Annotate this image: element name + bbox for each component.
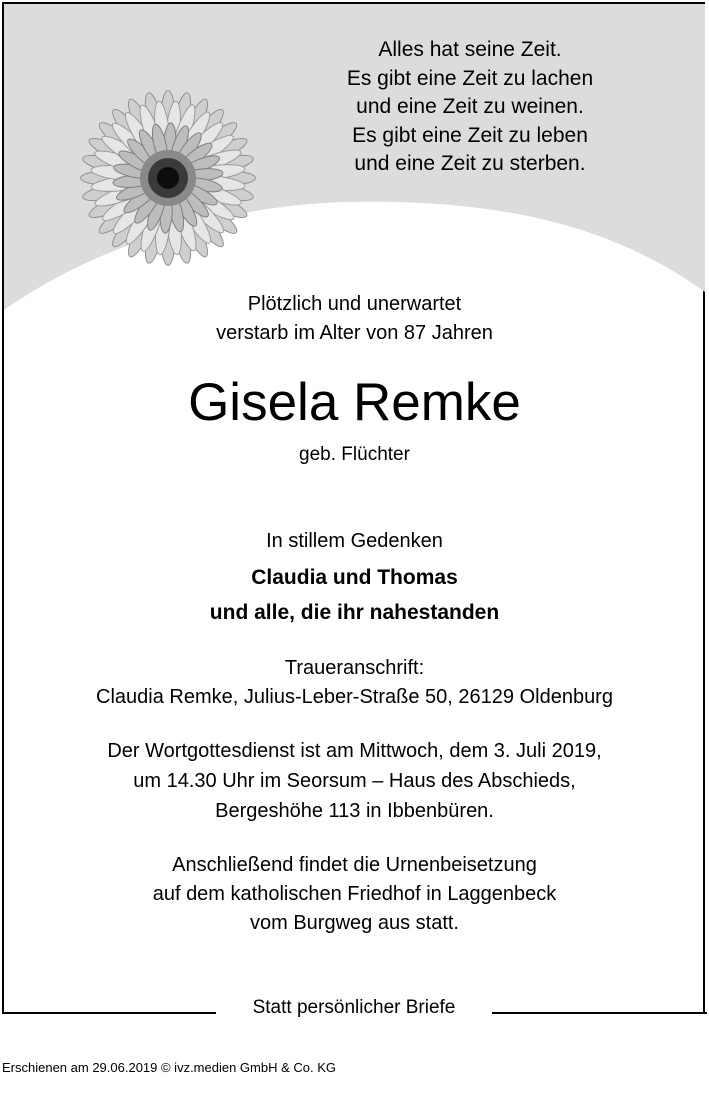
frame-bottom-right: [492, 1012, 707, 1014]
frame-bottom-left: [2, 1012, 216, 1014]
poem-line: und eine Zeit zu sterben.: [354, 152, 586, 175]
gerbera-flower-icon: [58, 78, 278, 278]
service-line: um 14.30 Uhr im Seorsum – Haus des Abschieds,: [133, 770, 576, 792]
burial-line: vom Burgweg aus statt.: [250, 912, 459, 934]
service-line: Der Wortgottesdienst ist am Mittwoch, dem 3. Juli 2019,: [107, 740, 602, 762]
burial-line: auf dem katholischen Friedhof in Laggenbeck: [152, 883, 557, 905]
burial-info: [4, 851, 705, 938]
deceased-name: Gisela Remke: [188, 373, 521, 432]
service-info: [4, 736, 705, 826]
intro-text: [4, 290, 705, 348]
poem-line: Es gibt eine Zeit zu lachen: [346, 66, 594, 90]
poem-line: und eine Zeit zu weinen.: [356, 95, 584, 118]
mourners-names: [4, 560, 705, 630]
maiden-name: geb. Flüchter: [299, 444, 410, 465]
poem: [320, 36, 620, 179]
poem-line: Alles hat seine Zeit.: [378, 38, 562, 61]
intro-line: verstarb im Alter von 87 Jahren: [216, 322, 493, 344]
intro-line: Plötzlich und unerwartet: [247, 293, 462, 315]
address-label: Traueranschrift:: [284, 657, 425, 679]
mourners-line: und alle, die ihr nahestanden: [209, 601, 500, 624]
address-value: Claudia Remke, Julius-Leber-Straße 50, 26129 Oldenburg: [96, 686, 613, 708]
burial-line: Anschließend findet die Urnenbeisetzung: [172, 854, 537, 876]
mourning-address: [4, 654, 705, 712]
memoriam-text: In stillem Gedenken: [266, 530, 443, 552]
mourners-line: Claudia und Thomas: [251, 566, 458, 589]
poem-line: Es gibt eine Zeit zu leben: [352, 123, 588, 147]
footer-label: Statt persönlicher Briefe: [216, 994, 492, 1022]
service-line: Bergeshöhe 113 in Ibbenbüren.: [215, 800, 494, 822]
publication-credit: Erschienen am 29.06.2019 © ivz.medien GmbH & Co. KG: [2, 1060, 337, 1075]
